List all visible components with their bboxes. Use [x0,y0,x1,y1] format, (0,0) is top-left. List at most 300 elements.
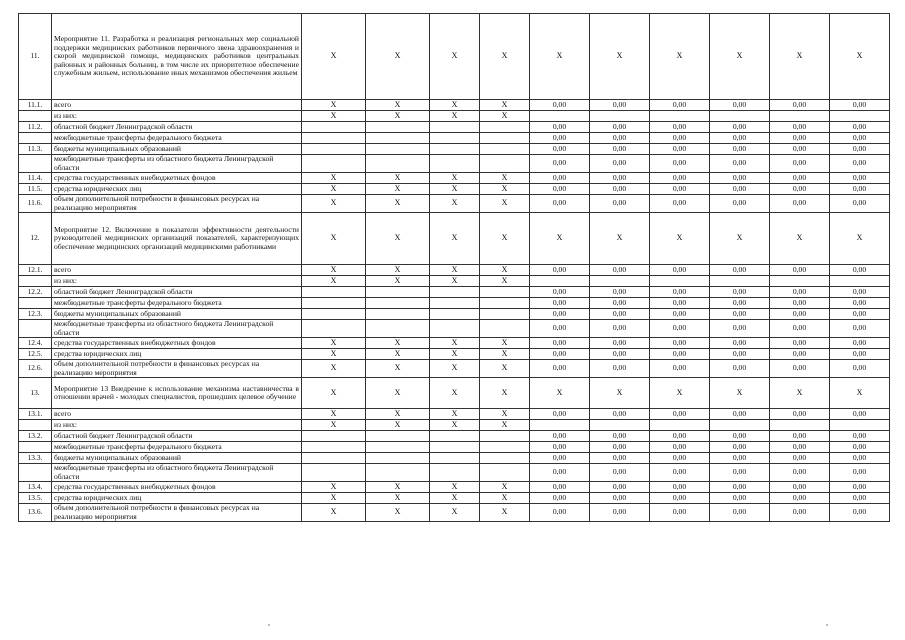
value-cell: 0,00 [650,173,710,184]
value-cell: Х [302,504,366,522]
value-cell: Х [710,213,770,265]
row-description: объем дополнительной потребности в финансовых ресурсах на реализацию мероприятия [52,360,302,378]
value-cell: 0,00 [710,431,770,442]
row-description: межбюджетные трансферты из областного бюджета Ленинградской области [52,464,302,482]
value-cell: 0,00 [710,360,770,378]
value-cell: Х [366,338,430,349]
row-description: из них: [52,111,302,122]
value-cell: 0,00 [590,464,650,482]
value-cell: 0,00 [650,504,710,522]
row-description: из них: [52,276,302,287]
value-cell: 0,00 [650,122,710,133]
measure-title: Мероприятие 13 Внедрение к использование механизма наставничества в отношении врачей - молодых специалистов, прошедших целевое обучение [52,378,302,409]
value-cell [590,276,650,287]
value-cell: 0,00 [770,360,830,378]
value-cell: 0,00 [770,309,830,320]
table-row [19,409,890,420]
value-cell: Х [480,184,530,195]
table-row [19,276,890,287]
value-cell: Х [302,338,366,349]
table-row [19,173,890,184]
value-cell: 0,00 [530,409,590,420]
value-cell [480,464,530,482]
value-cell [710,420,770,431]
value-cell: 0,00 [710,287,770,298]
value-cell [430,133,480,144]
value-cell: 0,00 [710,349,770,360]
value-cell: 0,00 [770,265,830,276]
value-cell: 0,00 [770,195,830,213]
value-cell: Х [366,420,430,431]
value-cell: 0,00 [770,504,830,522]
value-cell: 0,00 [710,265,770,276]
table-row [19,309,890,320]
value-cell: 0,00 [590,409,650,420]
row-number: 13.5. [19,493,52,504]
value-cell: 0,00 [530,338,590,349]
value-cell: 0,00 [830,442,890,453]
value-cell: 0,00 [590,184,650,195]
row-number: 12.2. [19,287,52,298]
value-cell: Х [430,338,480,349]
value-cell: Х [366,195,430,213]
value-cell: 0,00 [650,100,710,111]
value-cell: 0,00 [530,100,590,111]
value-cell: 0,00 [830,298,890,309]
value-cell: 0,00 [530,360,590,378]
value-cell [530,111,590,122]
value-cell: 0,00 [530,287,590,298]
row-description: всего [52,100,302,111]
value-cell: 0,00 [650,265,710,276]
value-cell: 0,00 [650,431,710,442]
value-cell: Х [480,493,530,504]
value-cell: 0,00 [830,453,890,464]
value-cell: Х [430,360,480,378]
value-cell: 0,00 [650,195,710,213]
value-cell: 0,00 [650,320,710,338]
value-cell: 0,00 [650,360,710,378]
value-cell: 0,00 [710,309,770,320]
row-number [19,111,52,122]
table-row [19,338,890,349]
value-cell: 0,00 [650,453,710,464]
value-cell [302,155,366,173]
value-cell [480,298,530,309]
value-cell: 0,00 [590,453,650,464]
table-row [19,320,890,338]
value-cell [480,155,530,173]
value-cell: 0,00 [530,349,590,360]
value-cell: 0,00 [590,133,650,144]
value-cell: 0,00 [770,155,830,173]
value-cell: Х [590,14,650,100]
value-cell: Х [590,378,650,409]
value-cell: 0,00 [830,195,890,213]
measure-row [19,378,890,409]
value-cell: 0,00 [710,320,770,338]
value-cell: 0,00 [710,122,770,133]
value-cell: Х [530,213,590,265]
value-cell: 0,00 [590,320,650,338]
row-description: средства юридических лиц [52,493,302,504]
value-cell: 0,00 [830,493,890,504]
value-cell: 0,00 [650,287,710,298]
value-cell: 0,00 [650,493,710,504]
row-number [19,464,52,482]
row-description: бюджеты муниципальных образований [52,144,302,155]
value-cell: 0,00 [770,453,830,464]
value-cell [430,155,480,173]
value-cell: Х [480,360,530,378]
table-row [19,464,890,482]
value-cell: 0,00 [650,144,710,155]
value-cell: Х [480,195,530,213]
value-cell: Х [430,420,480,431]
value-cell [650,111,710,122]
value-cell: Х [430,504,480,522]
value-cell [770,111,830,122]
value-cell: 0,00 [590,195,650,213]
value-cell: 0,00 [530,144,590,155]
value-cell: Х [366,14,430,100]
value-cell: 0,00 [530,298,590,309]
value-cell: Х [302,378,366,409]
value-cell: Х [302,409,366,420]
value-cell: 0,00 [590,144,650,155]
document-page [18,13,890,522]
row-description: всего [52,409,302,420]
value-cell [366,431,430,442]
value-cell: 0,00 [530,155,590,173]
measure-row [19,14,890,100]
value-cell [480,442,530,453]
table-row [19,195,890,213]
value-cell: Х [366,504,430,522]
table-row [19,298,890,309]
value-cell: 0,00 [650,442,710,453]
value-cell [366,287,430,298]
row-number: 13. [19,378,52,409]
value-cell: 0,00 [590,442,650,453]
value-cell: 0,00 [770,100,830,111]
value-cell: 0,00 [710,504,770,522]
value-cell [366,298,430,309]
value-cell: 0,00 [770,287,830,298]
value-cell: 0,00 [530,320,590,338]
value-cell [530,276,590,287]
value-cell: 0,00 [650,298,710,309]
value-cell: Х [430,173,480,184]
value-cell [770,276,830,287]
row-description: областной бюджет Ленинградской области [52,431,302,442]
value-cell [302,309,366,320]
value-cell [650,276,710,287]
value-cell: Х [430,482,480,493]
value-cell: Х [366,265,430,276]
value-cell: 0,00 [770,338,830,349]
value-cell [710,111,770,122]
row-number [19,276,52,287]
value-cell: 0,00 [710,133,770,144]
row-description: межбюджетные трансферты из областного бюджета Ленинградской области [52,320,302,338]
value-cell [830,276,890,287]
value-cell [366,144,430,155]
row-number: 12. [19,213,52,265]
value-cell: 0,00 [530,195,590,213]
value-cell [430,298,480,309]
value-cell: 0,00 [830,320,890,338]
table-row [19,453,890,464]
value-cell: 0,00 [770,122,830,133]
value-cell: 0,00 [530,184,590,195]
value-cell: 0,00 [770,482,830,493]
row-number: 11.3. [19,144,52,155]
value-cell: 0,00 [770,184,830,195]
value-cell: Х [830,213,890,265]
value-cell: Х [650,213,710,265]
value-cell: 0,00 [710,409,770,420]
value-cell [366,464,430,482]
value-cell: Х [430,349,480,360]
value-cell: Х [710,378,770,409]
value-cell: 0,00 [710,453,770,464]
value-cell: 0,00 [590,493,650,504]
value-cell [366,155,430,173]
row-description: средства юридических лиц [52,184,302,195]
value-cell [366,122,430,133]
value-cell: 0,00 [830,155,890,173]
value-cell: 0,00 [830,349,890,360]
value-cell: 0,00 [650,482,710,493]
value-cell [302,431,366,442]
value-cell: Х [366,378,430,409]
value-cell: Х [480,409,530,420]
value-cell: Х [480,111,530,122]
row-description: межбюджетные трансферты федерального бюджета [52,133,302,144]
value-cell [830,111,890,122]
value-cell: 0,00 [830,265,890,276]
value-cell: Х [366,184,430,195]
row-number: 11.2. [19,122,52,133]
table-row [19,265,890,276]
value-cell [430,122,480,133]
value-cell: 0,00 [650,464,710,482]
row-description: объем дополнительной потребности в финансовых ресурсах на реализацию мероприятия [52,504,302,522]
value-cell: 0,00 [530,464,590,482]
value-cell: 0,00 [710,298,770,309]
value-cell: Х [430,378,480,409]
value-cell: Х [302,482,366,493]
value-cell: Х [302,100,366,111]
value-cell: 0,00 [530,493,590,504]
value-cell: Х [830,14,890,100]
table-row [19,155,890,173]
value-cell: 0,00 [770,409,830,420]
value-cell: Х [480,338,530,349]
value-cell [430,320,480,338]
value-cell: 0,00 [830,122,890,133]
value-cell: 0,00 [770,464,830,482]
value-cell [830,420,890,431]
table-row [19,349,890,360]
row-number [19,320,52,338]
value-cell: 0,00 [650,309,710,320]
value-cell: Х [366,360,430,378]
value-cell: 0,00 [650,133,710,144]
scan-speck [268,624,270,626]
value-cell: 0,00 [830,360,890,378]
value-cell [480,133,530,144]
value-cell: 0,00 [830,338,890,349]
value-cell: Х [366,213,430,265]
value-cell: Х [430,195,480,213]
value-cell [302,298,366,309]
value-cell: 0,00 [710,442,770,453]
value-cell [430,431,480,442]
value-cell: Х [430,14,480,100]
value-cell [302,144,366,155]
value-cell: Х [302,14,366,100]
value-cell [430,287,480,298]
value-cell: Х [302,360,366,378]
value-cell: 0,00 [590,100,650,111]
value-cell: 0,00 [830,309,890,320]
value-cell: Х [430,213,480,265]
row-description: межбюджетные трансферты из областного бюджета Ленинградской области [52,155,302,173]
value-cell: Х [650,14,710,100]
value-cell: Х [430,111,480,122]
table-row [19,111,890,122]
value-cell: Х [302,195,366,213]
row-number: 12.5. [19,349,52,360]
value-cell: 0,00 [830,184,890,195]
row-number: 11.4. [19,173,52,184]
measure-title: Мероприятие 12. Включение в показатели эффективности деятельности руководителей медицинских организаций показателей, характеризующих обеспечение медицинских организаций медицинскими работниками [52,213,302,265]
value-cell: 0,00 [830,100,890,111]
value-cell: 0,00 [710,482,770,493]
value-cell: 0,00 [530,504,590,522]
table-row [19,431,890,442]
value-cell: 0,00 [830,173,890,184]
value-cell: Х [366,276,430,287]
value-cell: Х [480,420,530,431]
value-cell [480,309,530,320]
value-cell: Х [430,409,480,420]
value-cell: Х [480,213,530,265]
table-row [19,442,890,453]
row-number: 12.3. [19,309,52,320]
value-cell: Х [366,100,430,111]
value-cell: 0,00 [650,338,710,349]
value-cell [650,420,710,431]
value-cell [366,133,430,144]
value-cell [302,133,366,144]
row-number: 13.2. [19,431,52,442]
value-cell: Х [302,420,366,431]
value-cell: Х [302,493,366,504]
row-description: всего [52,265,302,276]
value-cell [302,287,366,298]
value-cell: 0,00 [530,453,590,464]
value-cell: Х [480,504,530,522]
row-description: межбюджетные трансферты федерального бюджета [52,442,302,453]
value-cell [366,442,430,453]
value-cell [710,276,770,287]
row-description: межбюджетные трансферты федерального бюджета [52,298,302,309]
value-cell: 0,00 [590,122,650,133]
value-cell: Х [366,111,430,122]
value-cell: 0,00 [530,442,590,453]
value-cell: 0,00 [650,409,710,420]
table-row [19,184,890,195]
value-cell: 0,00 [770,320,830,338]
value-cell: 0,00 [770,442,830,453]
row-number: 13.6. [19,504,52,522]
value-cell: 0,00 [710,144,770,155]
value-cell: Х [480,265,530,276]
value-cell: 0,00 [770,144,830,155]
value-cell: 0,00 [830,133,890,144]
table-row [19,493,890,504]
value-cell: Х [480,349,530,360]
value-cell: Х [430,493,480,504]
value-cell: Х [710,14,770,100]
value-cell [590,420,650,431]
value-cell: 0,00 [590,338,650,349]
funding-table [18,13,890,522]
row-number: 13.1. [19,409,52,420]
value-cell: 0,00 [530,309,590,320]
row-number: 12.6. [19,360,52,378]
value-cell [366,320,430,338]
row-number [19,133,52,144]
value-cell: 0,00 [710,155,770,173]
value-cell [590,111,650,122]
value-cell [480,320,530,338]
value-cell: Х [830,378,890,409]
value-cell: 0,00 [830,287,890,298]
value-cell: Х [302,173,366,184]
row-description: бюджеты муниципальных образований [52,309,302,320]
value-cell: Х [302,349,366,360]
value-cell: Х [302,184,366,195]
value-cell: 0,00 [770,173,830,184]
value-cell: 0,00 [650,349,710,360]
value-cell: Х [302,111,366,122]
value-cell: Х [480,100,530,111]
value-cell: Х [480,14,530,100]
table-row [19,420,890,431]
value-cell: 0,00 [710,184,770,195]
value-cell: 0,00 [770,298,830,309]
value-cell [530,420,590,431]
value-cell: 0,00 [710,338,770,349]
value-cell: 0,00 [710,464,770,482]
value-cell: 0,00 [650,155,710,173]
value-cell: 0,00 [590,173,650,184]
value-cell: 0,00 [590,349,650,360]
value-cell: Х [480,276,530,287]
row-number: 12.4. [19,338,52,349]
value-cell [480,287,530,298]
row-number: 13.3. [19,453,52,464]
row-description: средства государственных внебюджетных фондов [52,173,302,184]
value-cell: 0,00 [650,184,710,195]
value-cell [430,464,480,482]
value-cell [302,453,366,464]
value-cell: 0,00 [770,349,830,360]
